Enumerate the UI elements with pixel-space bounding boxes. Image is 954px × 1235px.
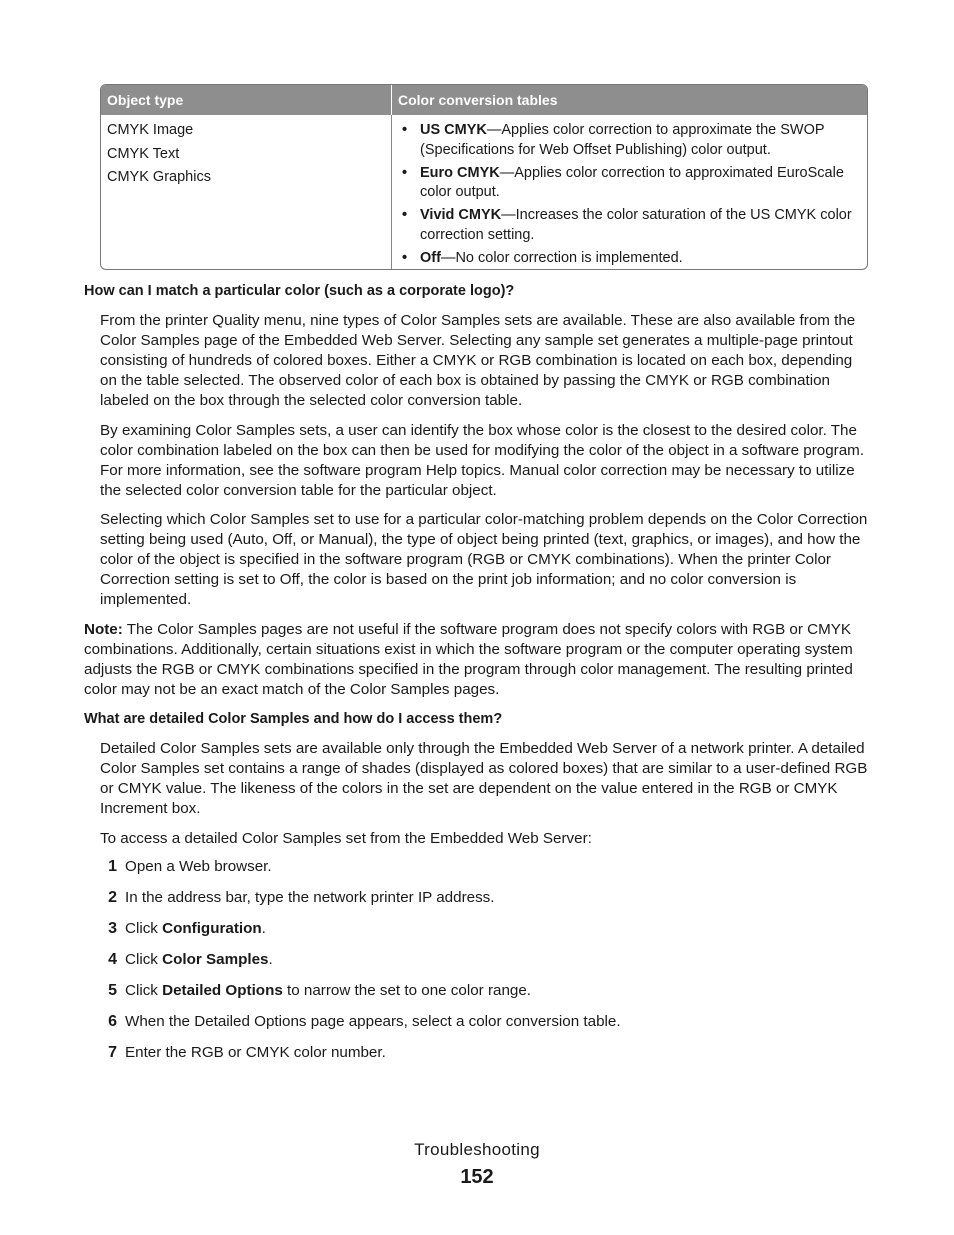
step-number: 4 xyxy=(108,951,117,968)
step-text: When the Detailed Options page appears, select a color conversion table. xyxy=(125,1013,621,1030)
bullet-text: —No color correction is implemented. xyxy=(440,249,683,266)
bullet-item xyxy=(396,206,857,245)
bullet-item xyxy=(396,249,857,269)
bullet-term: US CMYK xyxy=(420,122,487,138)
paragraph-examining-samples: By examining Color Samples sets, a user can identify the box whose color is the closest to the desired color. The color combination labeled on the box can then be used for modifying the color of the object in a software program. For more information, see the software program Help topics. Manual color correction may be necessary to utilize the selected color conversion table for the particular object. xyxy=(100,422,865,499)
step-number: 7 xyxy=(108,1044,117,1061)
step-text: Click Detailed Options to narrow the set to one color range. xyxy=(125,982,532,999)
bullet-icon: • xyxy=(402,207,408,223)
step-item xyxy=(100,858,272,876)
step-item xyxy=(100,1013,621,1031)
note-paragraph xyxy=(84,620,872,700)
paragraph-detailed-samples: Detailed Color Samples sets are available only through the Embedded Web Server of a network printer. A detailed Color Samples set contains a range of shades (displayed as colored boxes) that are similar to a user-defined RGB or CMYK value. The likeness of the colors in the set are dependent on the value entered in the RGB or CMYK Increment box. xyxy=(100,740,868,817)
step-number: 1 xyxy=(108,858,117,875)
footer-section-title: Troubleshooting xyxy=(414,1140,540,1159)
object-type-item: CMYK Text xyxy=(107,145,180,162)
conversion-tables-cell xyxy=(392,115,867,269)
bullet-text: —Applies color correction to approximated EuroScale color output. xyxy=(420,164,844,200)
bullet-icon: • xyxy=(402,164,408,181)
bullet-text: —Applies color correction to approximate the SWOP (Specifications for Web Offset Publishing) color output. xyxy=(420,122,825,158)
note-label: Note: xyxy=(84,621,123,638)
paragraph-access-intro: To access a detailed Color Samples set from the Embedded Web Server: xyxy=(100,830,592,847)
step-number: 5 xyxy=(108,982,117,999)
bullet-item xyxy=(396,121,857,160)
question-heading-detailed-samples: What are detailed Color Samples and how do I access them? xyxy=(84,711,503,727)
header-color-conversion: Color conversion tables xyxy=(398,92,558,108)
paragraph-selecting-samples: Selecting which Color Samples set to use for a particular color-matching problem depends on the Color Correction setting being used (Auto, Off, or Manual), the type of object being printed (text, graphics, or images), and how the color of the object is specified in the software program (RGB or CMYK combinations). When the printer Color Correction setting is set to Off, the color is based on the print job information; and no color conversion is implemented. xyxy=(100,511,868,608)
page-number: 152 xyxy=(460,1166,494,1188)
note-text: The Color Samples pages are not useful if the software program does not specify colors with RGB or CMYK combinations. Additionally, certain situations exist in which the software program or the computer operating system adjusts the RGB or CMYK combinations specified in the program through color management. The resulting printed color may not be an exact match of the Color Samples pages. xyxy=(84,621,853,698)
step-text: Click Color Samples. xyxy=(125,951,273,968)
object-type-item: CMYK Graphics xyxy=(107,169,211,185)
question-heading-match-color: How can I match a particular color (such as a corporate logo)? xyxy=(84,283,515,299)
step-number: 6 xyxy=(108,1013,117,1030)
bullet-term: Vivid CMYK xyxy=(420,207,502,223)
header-object-type: Object type xyxy=(101,85,392,115)
step-text: Click Configuration. xyxy=(125,920,266,937)
step-text: In the address bar, type the network printer IP address. xyxy=(125,889,495,906)
bullet-term: Off xyxy=(420,249,441,266)
step-text: Enter the RGB or CMYK color number. xyxy=(125,1044,386,1061)
step-item xyxy=(100,982,531,1000)
object-type-item: CMYK Image xyxy=(107,122,194,138)
step-number: 3 xyxy=(108,920,117,937)
bullet-text: —Increases the color saturation of the US CMYK color correction setting. xyxy=(420,207,852,243)
step-item xyxy=(100,920,266,938)
table-header-row xyxy=(101,85,867,115)
table-row xyxy=(101,115,867,269)
bullet-term: Euro CMYK xyxy=(420,164,500,181)
step-item xyxy=(100,889,495,907)
step-item xyxy=(100,1044,386,1062)
step-item xyxy=(100,951,273,969)
bullet-icon: • xyxy=(402,249,408,266)
bullet-icon: • xyxy=(402,122,408,138)
step-number: 2 xyxy=(108,889,117,906)
paragraph-color-samples-intro: From the printer Quality menu, nine types of Color Samples sets are available. These are also available from the Color Samples page of the Embedded Web Server. Selecting any sample set generates a multiple-page printout consisting of hundreds of colored boxes. Either a CMYK or RGB combination is located on each box, depending on the table selected. The observed color of each box is obtained by passing the CMYK or RGB combination labeled on the box through the selected color conversion table. xyxy=(100,312,856,409)
object-type-cell xyxy=(101,115,392,269)
step-text: Open a Web browser. xyxy=(125,858,272,875)
bullet-item xyxy=(396,164,857,203)
color-conversion-table xyxy=(100,84,868,270)
